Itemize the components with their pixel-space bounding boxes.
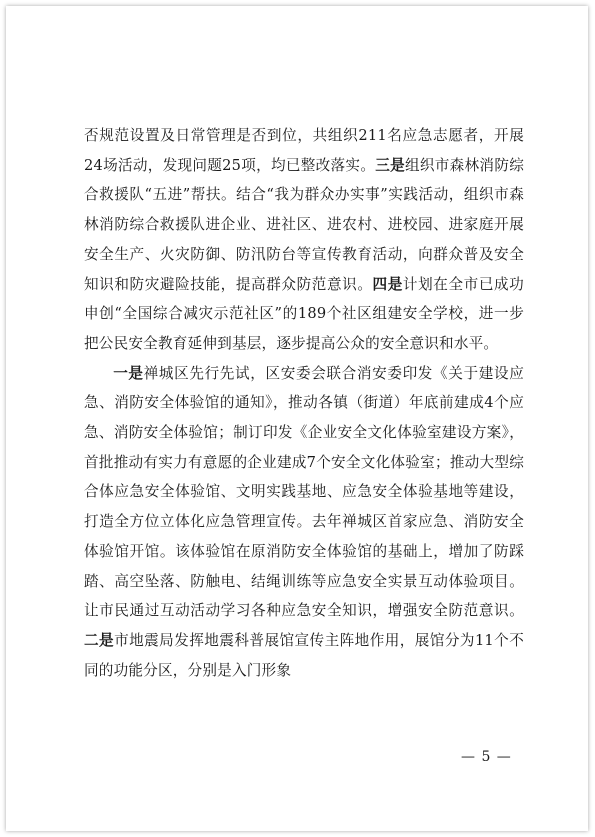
paragraph-1-text-c: 计划在全市已成功申创“全国综合减灾示范社区”的189个社区组建安全学校，进一步把公民安全教育延伸到基层，逐步提高公众的安全意识和水平。 <box>84 275 524 352</box>
paragraph-1-text-b: 组织市森林消防综合救援队“五进”帮扶。结合“我为群众办实事”实践活动，组织市森林消防综合救援队进企业、进社区、进农村、进校园、进家庭开展安全生产、火灾防御、防汛防台等宣传教育活动，向群众普及安全知识和防灾避险技能，提高群众防范意识。 <box>84 156 525 293</box>
label-second: 二是 <box>84 631 115 649</box>
page-number: — 5 — <box>461 749 512 765</box>
label-fourth: 四是 <box>372 275 403 293</box>
document-page <box>6 6 588 831</box>
paragraph-2-text-a: 禅城区先行先试，区安委会联合消安委印发《关于建设应急、消防安全体验馆的通知》，推动各镇（街道）年底前建成4个应急、消防安全体验馆；制订印发《企业安全文化体验室建设方案》，首批推动有实力有意愿的企业建成7个安全文化体验室；推动大型综合体应急安全体验馆、文明实践基地、应急安全体验基地等建设，打造全方位立体化应急管理宣传。去年禅城区首家应急、消防安全体验馆开馆。该体验馆在原消防安全体验馆的基础上，增加了防踩踏、高空坠落、防触电、结绳训练等应急安全实景互动体验项目。让市民通过互动活动学习各种应急安全知识，增强安全防范意识。 <box>84 364 524 620</box>
label-first: 一是 <box>113 364 144 382</box>
document-body <box>84 121 524 685</box>
paragraph-2-text-b: 市地震局发挥地震科普展馆宣传主阵地作用，展馆分为11个不同的功能分区，分别是入门形象 <box>84 631 524 679</box>
paragraph-1-text-a: 否规范设置及日常管理是否到位，共组织211名应急志愿者，开展24场活动，发现问题25项，均已整改落实。 <box>84 127 524 174</box>
label-third: 三是 <box>375 156 405 174</box>
paragraph-2 <box>84 359 524 686</box>
paragraph-1 <box>84 121 524 359</box>
